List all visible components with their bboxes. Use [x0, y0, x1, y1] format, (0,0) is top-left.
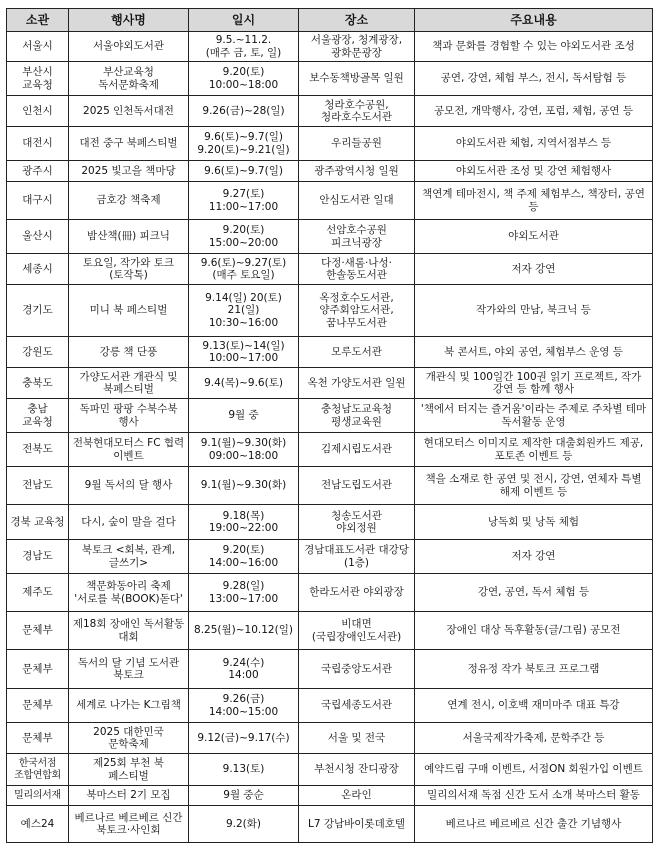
event-name-cell: 강릉 책 단풍 [69, 337, 189, 368]
content-cell: 책과 문화를 경험할 수 있는 야외도서관 조성 [415, 32, 653, 62]
org-cell: 문체부 [7, 612, 69, 650]
content-cell: 밀리의서재 독점 신간 도서 소개 북마스터 활동 [415, 786, 653, 806]
date-cell: 9.20(토) 15:00~20:00 [189, 220, 299, 254]
content-cell: 공연, 강연, 체험 부스, 전시, 독서탐험 등 [415, 62, 653, 96]
date-cell: 9.28(일) 13:00~17:00 [189, 574, 299, 612]
header-date: 일시 [189, 9, 299, 32]
date-cell: 9월 중 [189, 399, 299, 433]
place-cell: 경남대표도서관 대강당(1층) [299, 540, 415, 574]
table-row [7, 574, 653, 612]
date-cell: 9.27(토) 11:00~17:00 [189, 182, 299, 220]
table-row [7, 32, 653, 62]
org-cell: 충북도 [7, 368, 69, 399]
date-cell: 9월 중순 [189, 786, 299, 806]
table-row [7, 285, 653, 337]
content-cell: 연계 전시, 이호백 재미마주 대표 특강 [415, 689, 653, 723]
event-name-cell: 서울야외도서관 [69, 32, 189, 62]
event-name-cell: 토요일, 작가와 토크(토작톡) [69, 254, 189, 285]
content-cell: 야외도서관 체험, 지역서점부스 등 [415, 127, 653, 161]
table-row [7, 467, 653, 505]
org-cell: 부산시 교육청 [7, 62, 69, 96]
date-cell: 9.14(일) 20(토) 21(일) 10:30~16:00 [189, 285, 299, 337]
org-cell: 대구시 [7, 182, 69, 220]
table-body [7, 32, 653, 843]
date-cell: 9.26(금)~28(일) [189, 96, 299, 127]
table-row [7, 723, 653, 754]
event-name-cell: 2025 대한민국 문학축제 [69, 723, 189, 754]
event-name-cell: 부산교육청 독서문화축제 [69, 62, 189, 96]
event-name-cell: 제18회 장애인 독서활동 대회 [69, 612, 189, 650]
place-cell: 우리들공원 [299, 127, 415, 161]
place-cell: 모루도서관 [299, 337, 415, 368]
table-row [7, 399, 653, 433]
content-cell: 서울국제작가축제, 문학주간 등 [415, 723, 653, 754]
content-cell: 저자 강연 [415, 540, 653, 574]
event-name-cell: 독서의 달 기념 도서관 북토크 [69, 650, 189, 689]
content-cell: 저자 강연 [415, 254, 653, 285]
org-cell: 한국서점 조합연합회 [7, 754, 69, 786]
place-cell: 국립중앙도서관 [299, 650, 415, 689]
event-name-cell: 독파민 팡팡 수북수북 행사 [69, 399, 189, 433]
date-cell: 9.6(토)~9.7(일) [189, 161, 299, 182]
org-cell: 경기도 [7, 285, 69, 337]
event-name-cell: 9월 독서의 달 행사 [69, 467, 189, 505]
date-cell: 9.20(토) 14:00~16:00 [189, 540, 299, 574]
table-row [7, 786, 653, 806]
date-cell: 9.2(화) [189, 806, 299, 843]
event-name-cell: 제25회 부천 북 페스티벌 [69, 754, 189, 786]
org-cell: 광주시 [7, 161, 69, 182]
event-name-cell: 금호강 책축제 [69, 182, 189, 220]
date-cell: 9.26(금) 14:00~15:00 [189, 689, 299, 723]
date-cell: 9.13(토)~14(일) 10:00~17:00 [189, 337, 299, 368]
table-row [7, 182, 653, 220]
org-cell: 문체부 [7, 689, 69, 723]
content-cell: 정유정 작가 북토크 프로그램 [415, 650, 653, 689]
table-row [7, 612, 653, 650]
content-cell: 베르나르 베르베르 신간 출간 기념행사 [415, 806, 653, 843]
content-cell: 책연계 테마전시, 책 주제 체험부스, 책장터, 공연 등 [415, 182, 653, 220]
table-row [7, 540, 653, 574]
header-event-name: 행사명 [69, 9, 189, 32]
content-cell: 낭독회 및 낭독 체험 [415, 505, 653, 540]
event-name-cell: 2025 인천독서대전 [69, 96, 189, 127]
org-cell: 경남도 [7, 540, 69, 574]
content-cell: 공모전, 개막행사, 강연, 포럼, 체험, 공연 등 [415, 96, 653, 127]
event-name-cell: 미니 북 페스티벌 [69, 285, 189, 337]
event-name-cell: 밤산책(冊) 피크닉 [69, 220, 189, 254]
reading-month-events-table [6, 8, 653, 843]
date-cell: 8.25(월)~10.12(일) [189, 612, 299, 650]
place-cell: 청라호수공원, 청라호수도서관 [299, 96, 415, 127]
content-cell: 야외도서관 [415, 220, 653, 254]
place-cell: 선암호수공원 피크닉광장 [299, 220, 415, 254]
org-cell: 문체부 [7, 650, 69, 689]
date-cell: 9.1(월)~9.30(화) 09:00~18:00 [189, 433, 299, 467]
event-name-cell: 대전 중구 북페스티벌 [69, 127, 189, 161]
date-cell: 9.20(토) 10:00~18:00 [189, 62, 299, 96]
org-cell: 인천시 [7, 96, 69, 127]
org-cell: 제주도 [7, 574, 69, 612]
place-cell: 청송도서관 야외정원 [299, 505, 415, 540]
place-cell: 옥천 가양도서관 일원 [299, 368, 415, 399]
place-cell: L7 강남바이롯데호텔 [299, 806, 415, 843]
date-cell: 9.13(토) [189, 754, 299, 786]
table-row [7, 96, 653, 127]
date-cell: 9.24(수) 14:00 [189, 650, 299, 689]
table-row [7, 254, 653, 285]
org-cell: 문체부 [7, 723, 69, 754]
header-org: 소관 [7, 9, 69, 32]
org-cell: 전남도 [7, 467, 69, 505]
event-name-cell: 세계로 나가는 K그림책 [69, 689, 189, 723]
date-cell: 9.6(토)~9.27(토) (매주 토요일) [189, 254, 299, 285]
place-cell: 충청남도교육청 평생교육원 [299, 399, 415, 433]
date-cell: 9.12(금)~9.17(수) [189, 723, 299, 754]
table-row [7, 433, 653, 467]
event-name-cell: 북마스터 2기 모집 [69, 786, 189, 806]
table-header-row [7, 9, 653, 32]
content-cell: 예약드림 구매 이벤트, 서점ON 회원가입 이벤트 [415, 754, 653, 786]
org-cell: 밀리의서재 [7, 786, 69, 806]
header-place: 장소 [299, 9, 415, 32]
org-cell: 충남 교육청 [7, 399, 69, 433]
content-cell: 강연, 공연, 독서 체험 등 [415, 574, 653, 612]
date-cell: 9.1(월)~9.30(화) [189, 467, 299, 505]
place-cell: 보수동책방골목 일원 [299, 62, 415, 96]
content-cell: 야외도서관 조성 및 강연 체험행사 [415, 161, 653, 182]
org-cell: 서울시 [7, 32, 69, 62]
table-row [7, 161, 653, 182]
place-cell: 광주광역시청 일원 [299, 161, 415, 182]
content-cell: 개관식 및 100일간 100권 읽기 프로젝트, 작가 강연 등 함께 행사 [415, 368, 653, 399]
org-cell: 강원도 [7, 337, 69, 368]
header-content: 주요내용 [415, 9, 653, 32]
table-row [7, 806, 653, 843]
table-row [7, 689, 653, 723]
date-cell: 9.5.~11.2. (매주 금, 토, 일) [189, 32, 299, 62]
place-cell: 국립세종도서관 [299, 689, 415, 723]
place-cell: 한라도서관 야외광장 [299, 574, 415, 612]
event-name-cell: 책문화동아리 축제 '서로를 북(BOOK)돋다' [69, 574, 189, 612]
place-cell: 부천시청 잔디광장 [299, 754, 415, 786]
table-row [7, 368, 653, 399]
date-cell: 9.18(목) 19:00~22:00 [189, 505, 299, 540]
place-cell: 안심도서관 일대 [299, 182, 415, 220]
org-cell: 전북도 [7, 433, 69, 467]
table-row [7, 505, 653, 540]
place-cell: 다정·새롬·나성·한솔동도서관 [299, 254, 415, 285]
place-cell: 김제시립도서관 [299, 433, 415, 467]
date-cell: 9.6(토)~9.7(일) 9.20(토)~9.21(일) [189, 127, 299, 161]
event-name-cell: 2025 빛고을 책마당 [69, 161, 189, 182]
content-cell: 장애인 대상 독후활동(글/그림) 공모전 [415, 612, 653, 650]
place-cell: 온라인 [299, 786, 415, 806]
org-cell: 울산시 [7, 220, 69, 254]
date-cell: 9.4(목)~9.6(토) [189, 368, 299, 399]
place-cell: 비대면 (국립장애인도서관) [299, 612, 415, 650]
org-cell: 경북 교육청 [7, 505, 69, 540]
table-row [7, 337, 653, 368]
place-cell: 서울광장, 청계광장, 광화문광장 [299, 32, 415, 62]
content-cell: 북 콘서트, 야외 공연, 체험부스 운영 등 [415, 337, 653, 368]
table-row [7, 62, 653, 96]
event-name-cell: 북토크 <회복, 관계, 글쓰기> [69, 540, 189, 574]
event-name-cell: 가양도서관 개관식 및 북페스티벌 [69, 368, 189, 399]
org-cell: 예스24 [7, 806, 69, 843]
place-cell: 전남도립도서관 [299, 467, 415, 505]
place-cell: 옥정호수도서관, 양주회암도서관, 꿈나무도서관 [299, 285, 415, 337]
table-row [7, 650, 653, 689]
table-row [7, 127, 653, 161]
content-cell: '책에서 터지는 즐거움'이라는 주제로 주차별 테마 독서활동 운영 [415, 399, 653, 433]
content-cell: 현대모터스 이미지로 제작한 대출회원카드 제공, 포토존 이벤트 등 [415, 433, 653, 467]
place-cell: 서울 및 전국 [299, 723, 415, 754]
org-cell: 대전시 [7, 127, 69, 161]
content-cell: 작가와의 만남, 북크닉 등 [415, 285, 653, 337]
event-name-cell: 베르나르 베르베르 신간 북토크·사인회 [69, 806, 189, 843]
table-row [7, 754, 653, 786]
event-name-cell: 전북현대모터스 FC 협력 이벤트 [69, 433, 189, 467]
event-table-wrapper [6, 8, 652, 843]
event-name-cell: 다시, 숲이 말을 걸다 [69, 505, 189, 540]
content-cell: 책을 소재로 한 공연 및 전시, 강연, 연체자 특별 해제 이벤트 등 [415, 467, 653, 505]
table-row [7, 220, 653, 254]
org-cell: 세종시 [7, 254, 69, 285]
